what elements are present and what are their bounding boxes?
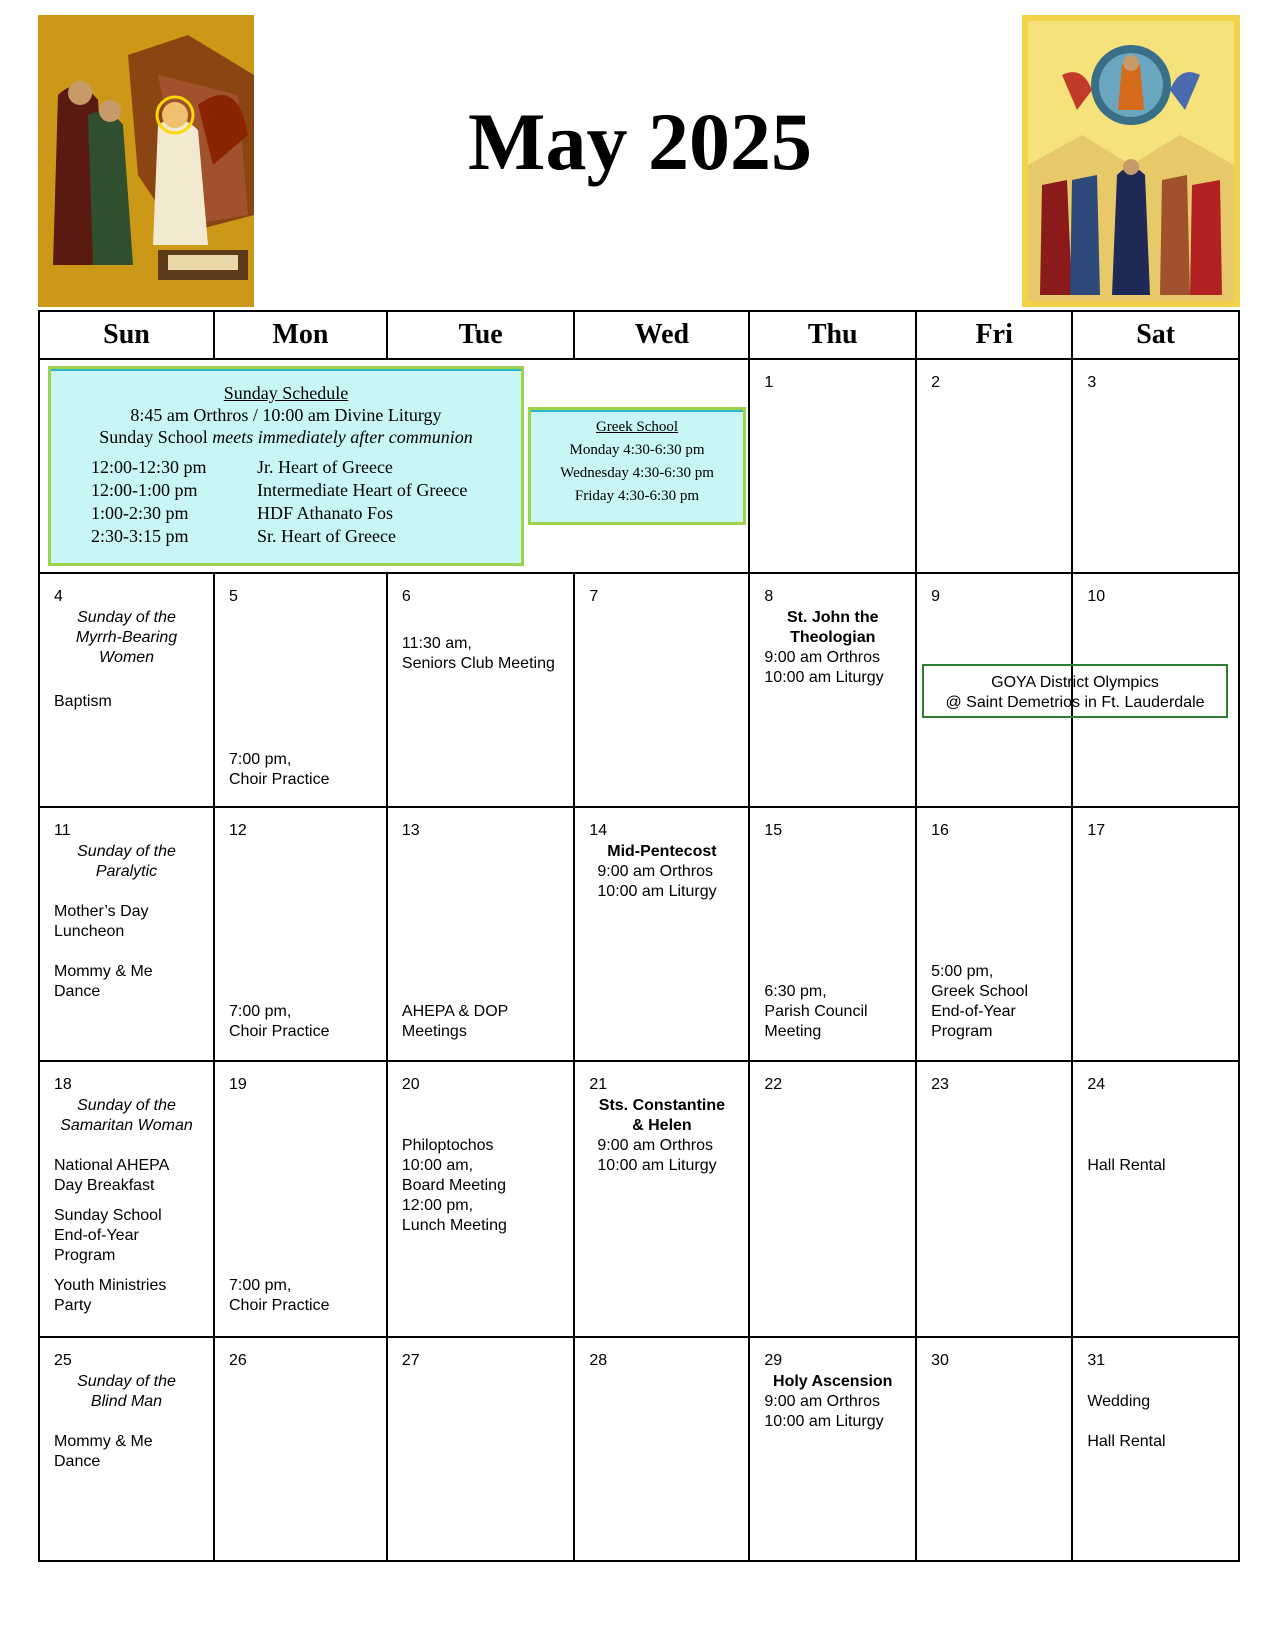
day-number: 17 xyxy=(1087,822,1106,839)
event xyxy=(54,1206,207,1266)
day-number: 14 xyxy=(589,822,608,839)
weekday-wed: Wed xyxy=(574,311,749,359)
day-cell-25[interactable] xyxy=(39,1337,214,1561)
day-number: 1 xyxy=(764,374,774,391)
feast-name xyxy=(579,842,744,862)
day-cell-4[interactable] xyxy=(39,573,214,807)
day-number: 26 xyxy=(229,1352,247,1369)
day-cell-30[interactable] xyxy=(916,1337,1072,1561)
day-number: 31 xyxy=(1087,1352,1106,1369)
schedule-time: 1:00-2:30 pm xyxy=(91,503,189,523)
event xyxy=(402,1002,568,1042)
service-times xyxy=(597,1136,742,1176)
day-number: 29 xyxy=(764,1352,783,1369)
event xyxy=(54,962,207,1002)
day-number: 10 xyxy=(1087,588,1106,605)
event-line: Luncheon xyxy=(54,923,125,940)
day-cell-17[interactable] xyxy=(1072,807,1239,1061)
event xyxy=(229,1002,380,1042)
schedule-row xyxy=(51,479,521,502)
event-line: 5:00 pm, xyxy=(931,963,994,980)
event-line: Dance xyxy=(54,1453,101,1470)
event-line: National AHEPA xyxy=(54,1157,170,1174)
day-cell-20[interactable] xyxy=(387,1061,575,1337)
week-row xyxy=(39,807,1239,1061)
event-line: Choir Practice xyxy=(229,771,330,788)
schedule-row xyxy=(51,456,521,479)
event-line: 9:00 am Orthros xyxy=(764,1393,881,1410)
day-number: 16 xyxy=(931,822,949,839)
event-line: Mommy & Me xyxy=(54,1433,153,1450)
event-line: 10:00 am, xyxy=(401,1157,474,1174)
day-number: 3 xyxy=(1087,374,1097,391)
day-number: 23 xyxy=(931,1076,949,1093)
service-times xyxy=(764,1392,909,1432)
day-cell-27[interactable] xyxy=(387,1337,575,1561)
day-cell-5[interactable] xyxy=(214,573,387,807)
event-line: Sunday of the xyxy=(77,609,176,626)
service-times xyxy=(764,648,909,688)
day-cell-13[interactable] xyxy=(387,807,575,1061)
event-line: Philoptochos xyxy=(401,1137,494,1154)
event xyxy=(54,1432,207,1472)
event xyxy=(229,1276,380,1316)
event-line: Samaritan Woman xyxy=(60,1117,193,1134)
greek-school-box xyxy=(528,407,746,525)
event-line: Hall Rental xyxy=(1087,1157,1166,1174)
weekday-thu: Thu xyxy=(749,311,916,359)
sunday-schedule-services: 8:45 am Orthros / 10:00 am Divine Liturgy xyxy=(130,405,442,425)
day-number: 28 xyxy=(589,1352,608,1369)
day-number: 5 xyxy=(229,588,238,605)
sunday-schedule-rows xyxy=(51,456,521,548)
day-number: 21 xyxy=(589,1076,608,1093)
day-cell-16[interactable] xyxy=(916,807,1072,1061)
weekday-header xyxy=(39,311,1239,359)
schedule-group: Intermediate Heart of Greece xyxy=(257,480,468,500)
event xyxy=(54,1276,207,1316)
event-line: Choir Practice xyxy=(229,1023,330,1040)
day-number: 12 xyxy=(229,822,247,839)
weekday-sat: Sat xyxy=(1072,311,1239,359)
day-number: 8 xyxy=(764,588,774,605)
day-number: 30 xyxy=(931,1352,949,1369)
event-line: Day Breakfast xyxy=(54,1177,155,1194)
event-line: AHEPA & DOP xyxy=(401,1003,509,1020)
day-cell-18[interactable] xyxy=(39,1061,214,1337)
event xyxy=(1087,1156,1232,1176)
feast-label xyxy=(44,1096,209,1136)
day-number: 9 xyxy=(931,588,940,605)
day-cell-24[interactable] xyxy=(1072,1061,1239,1337)
event-line: 10:00 am Liturgy xyxy=(764,669,884,686)
day-number: 22 xyxy=(764,1076,783,1093)
event-line: Program xyxy=(54,1247,116,1264)
greek-school-heading: Greek School xyxy=(595,419,679,435)
event-line: End-of-Year xyxy=(931,1003,1016,1020)
day-cell-14[interactable] xyxy=(574,807,749,1061)
sunday-school-label: Sunday School xyxy=(99,427,213,447)
day-number: 27 xyxy=(401,1352,420,1369)
event-line: Paralytic xyxy=(95,863,158,880)
event-line: Parish Council xyxy=(764,1003,868,1020)
day-cell-12[interactable] xyxy=(214,807,387,1061)
schedule-time: 2:30-3:15 pm xyxy=(91,526,189,546)
goya-title: GOYA District Olympics xyxy=(991,674,1159,691)
event-line: 10:00 am Liturgy xyxy=(597,883,717,900)
event-line: Wedding xyxy=(1087,1393,1151,1410)
week-row xyxy=(39,1061,1239,1337)
feast-name xyxy=(754,1372,911,1392)
day-cell-2[interactable] xyxy=(916,359,1072,573)
day-cell-21[interactable] xyxy=(574,1061,749,1337)
day-number: 4 xyxy=(54,588,63,605)
weekday-tue: Tue xyxy=(387,311,575,359)
day-number: 25 xyxy=(54,1352,72,1369)
goya-location: @ Saint Demetrios in Ft. Lauderdale xyxy=(945,694,1205,711)
event-line: 9:00 am Orthros xyxy=(597,1137,714,1154)
week-row xyxy=(39,1337,1239,1561)
event-line: Mother’s Day xyxy=(54,903,149,920)
event-line: Sunday of the xyxy=(77,1373,176,1390)
feast-name-line: Holy Ascension xyxy=(773,1373,893,1390)
event-line: Meeting xyxy=(764,1023,822,1040)
event-line: Blind Man xyxy=(90,1393,163,1410)
ascension-icon xyxy=(1022,15,1240,307)
event xyxy=(1087,1392,1232,1412)
sunday-schedule-heading: Sunday Schedule xyxy=(223,383,349,403)
schedule-group: Jr. Heart of Greece xyxy=(257,457,393,477)
event-line: Greek School xyxy=(931,983,1028,1000)
schedule-group: HDF Athanato Fos xyxy=(257,503,394,523)
day-number: 6 xyxy=(401,588,411,605)
feast-name xyxy=(754,608,911,648)
event xyxy=(402,1136,568,1236)
event-line: 6:30 pm, xyxy=(764,983,827,1000)
event-line: 9:00 am Orthros xyxy=(597,863,714,880)
day-cell-29[interactable] xyxy=(749,1337,916,1561)
day-cell-22[interactable] xyxy=(749,1061,916,1337)
day-number: 2 xyxy=(931,374,940,391)
event-line: Seniors Club Meeting xyxy=(401,655,555,672)
day-cell-3[interactable] xyxy=(1072,359,1239,573)
schedule-time: 12:00-12:30 pm xyxy=(91,457,207,477)
service-times xyxy=(597,862,742,902)
event-line: 10:00 am Liturgy xyxy=(597,1157,717,1174)
day-number: 13 xyxy=(401,822,420,839)
feast-name-line: Mid-Pentecost xyxy=(607,843,717,860)
event-line: Mommy & Me xyxy=(54,963,153,980)
event-line: 7:00 pm, xyxy=(229,1003,292,1020)
event-line: Youth Ministries xyxy=(54,1277,167,1294)
feast-name-line: Sts. Constantine xyxy=(598,1097,726,1114)
day-cell-28[interactable] xyxy=(574,1337,749,1561)
goya-event-box[interactable] xyxy=(922,664,1228,718)
sunday-school-note xyxy=(51,426,521,448)
event-line: End-of-Year xyxy=(54,1227,139,1244)
day-cell-15[interactable] xyxy=(749,807,916,1061)
day-number: 7 xyxy=(589,588,599,605)
event-line: Program xyxy=(931,1023,993,1040)
event-line: 7:00 pm, xyxy=(229,1277,292,1294)
event-line: Lunch Meeting xyxy=(401,1217,507,1234)
day-number: 24 xyxy=(1087,1076,1106,1093)
event-line: Meetings xyxy=(401,1023,467,1040)
event-line: 11:30 am, xyxy=(401,635,472,652)
event xyxy=(229,750,380,790)
event-line: 10:00 am Liturgy xyxy=(764,1413,884,1430)
day-cell-26[interactable] xyxy=(214,1337,387,1561)
weekday-fri: Fri xyxy=(916,311,1072,359)
feast-label xyxy=(44,842,209,882)
day-cell-11[interactable] xyxy=(39,807,214,1061)
event xyxy=(931,962,1065,1042)
feast-name-line: St. John the xyxy=(786,609,879,626)
day-cell-23[interactable] xyxy=(916,1061,1072,1337)
day-cell-19[interactable] xyxy=(214,1061,387,1337)
feast-label xyxy=(44,608,209,668)
event-line: 9:00 am Orthros xyxy=(764,649,881,666)
day-cell-1[interactable] xyxy=(749,359,916,573)
event-line: Sunday of the xyxy=(77,843,176,860)
schedule-row xyxy=(51,525,521,548)
event xyxy=(54,1156,207,1196)
feast-name-line: & Helen xyxy=(632,1117,692,1134)
event-line: Party xyxy=(54,1297,92,1314)
event-line: Baptism xyxy=(54,693,112,710)
day-number: 19 xyxy=(229,1076,247,1093)
event-line: Women xyxy=(98,649,155,666)
event-line: Sunday School xyxy=(54,1207,162,1224)
day-cell-6[interactable] xyxy=(387,573,575,807)
weekday-sun: Sun xyxy=(39,311,214,359)
event xyxy=(54,902,207,942)
event-line: Hall Rental xyxy=(1087,1433,1166,1450)
schedule-time: 12:00-1:00 pm xyxy=(91,480,198,500)
event-line: 12:00 pm, xyxy=(401,1197,474,1214)
day-number: 18 xyxy=(54,1076,72,1093)
day-cell-7[interactable] xyxy=(574,573,749,807)
event-line: Dance xyxy=(54,983,101,1000)
schedule-row xyxy=(51,502,521,525)
event-line: 7:00 pm, xyxy=(229,751,292,768)
event xyxy=(54,692,207,712)
greek-school-line: Friday 4:30-6:30 pm xyxy=(574,488,700,504)
event-line: Sunday of the xyxy=(77,1097,176,1114)
sunday-school-timing: meets immediately after communion xyxy=(212,427,473,447)
greek-school-line: Monday 4:30-6:30 pm xyxy=(569,442,705,458)
page-title: May 2025 xyxy=(468,96,812,187)
event xyxy=(764,982,909,1042)
feast-name-line: Theologian xyxy=(790,629,876,646)
day-cell-31[interactable] xyxy=(1072,1337,1239,1561)
day-number: 11 xyxy=(54,822,71,839)
event xyxy=(402,634,568,674)
event-line: Myrrh-Bearing xyxy=(75,629,178,646)
feast-name xyxy=(579,1096,744,1136)
sunday-schedule-box xyxy=(48,366,524,566)
feast-label xyxy=(44,1372,209,1412)
myrrh-bearing-women-icon xyxy=(38,15,254,307)
day-number: 20 xyxy=(401,1076,420,1093)
greek-school-line: Wednesday 4:30-6:30 pm xyxy=(560,465,714,481)
event-line: Choir Practice xyxy=(229,1297,330,1314)
event xyxy=(1087,1432,1232,1452)
event-line: Board Meeting xyxy=(401,1177,506,1194)
day-number: 15 xyxy=(764,822,783,839)
weekday-mon: Mon xyxy=(214,311,387,359)
schedule-group: Sr. Heart of Greece xyxy=(257,526,396,546)
day-cell-8[interactable] xyxy=(749,573,916,807)
